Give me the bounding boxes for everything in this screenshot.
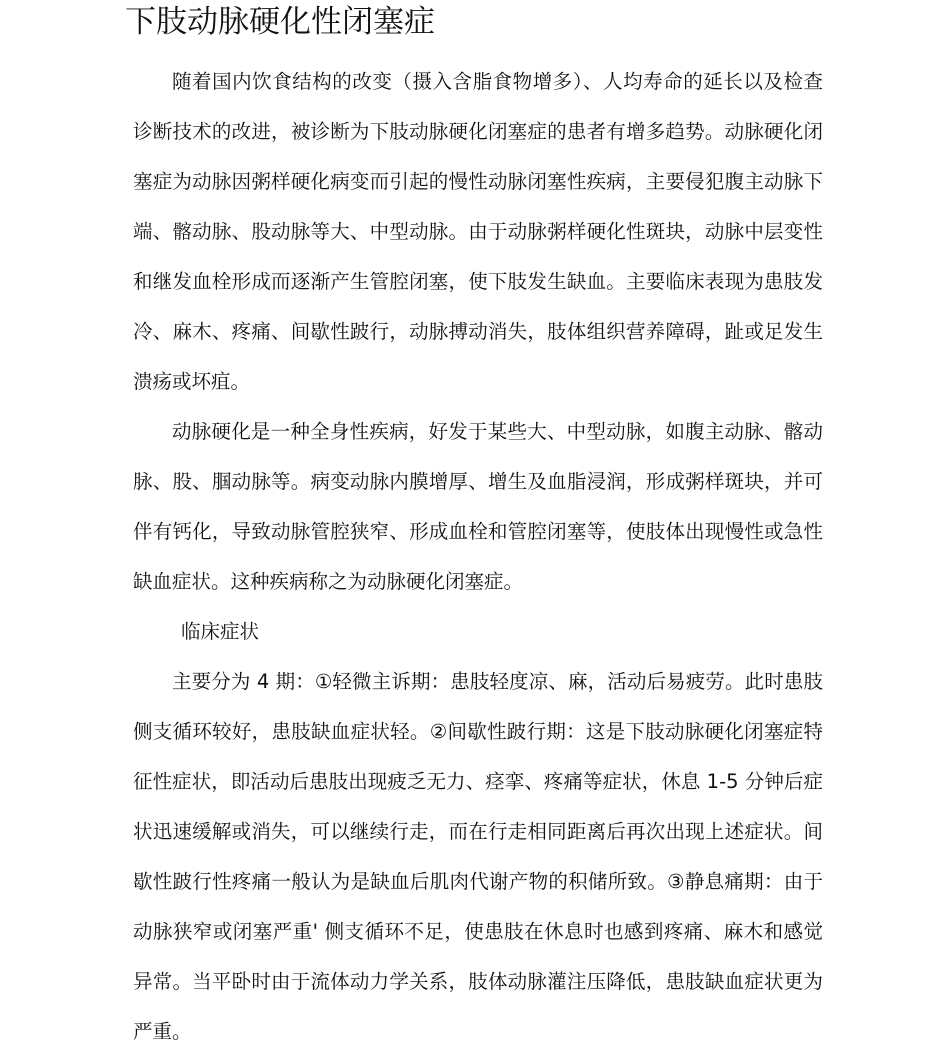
paragraph-intro: 随着国内饮食结构的改变（摄入含脂食物增多）、人均寿命的延长以及检查诊断技术的改进，被诊断为下肢动脉硬化闭塞症的患者有增多趋势。动脉硬化闭塞症为动脉因粥样硬化病变而引起的慢性动脉闭塞性疾病，主要侵犯腹主动脉下端、髂动脉、股动脉等大、中型动脉。由于动脉粥样硬化性斑块，动脉中层变性和继发血栓形成而逐渐产生管腔闭塞，使下肢发生缺血。主要临床表现为患肢发冷、麻木、疼痛、间歇性跛行，动脉搏动消失，肢体组织营养障碍，趾或足发生溃疡或坏疽。 <box>133 70 823 393</box>
paragraph-atherosclerosis: 动脉硬化是一种全身性疾病，好发于某些大、中型动脉，如腹主动脉、髂动脉、股、腘动脉等。病变动脉内膜增厚、增生及血脂浸润，形成粥样斑块，并可伴有钙化，导致动脉管腔狭窄、形成血栓和管腔闭塞等，使肢体出现慢性或急性缺血症状。这种疾病称之为动脉硬化闭塞症。 <box>133 420 823 593</box>
section-heading-clinical-symptoms: 临床症状 <box>181 620 260 643</box>
paragraph-symptom-stages: 主要分为 4 期：①轻微主诉期：患肢轻度凉、麻，活动后易疲劳。此时患肢侧支循环较好，患肢缺血症状轻。②间歇性跛行期：这是下肢动脉硬化闭塞症特征性症状，即活动后患肢出现疲乏无力、痉挛、疼痛等症状，休息 1-5 分钟后症状迅速缓解或消失，可以继续行走，而在行走相同距离后再次出现上述症状。间歇性跛行性疼痛一般认为是缺血后肌肉代谢产物的积储所致。③静息痛期：由于动脉狭窄或闭塞严重' 侧支循环不足，使患肢在休息时也感到疼痛、麻木和感觉异常。当平卧时由于流体动力学关系，肢体动脉灌注压降低，患肢缺血症状更为严重。 <box>133 670 823 1043</box>
document-title: 下肢动脉硬化性闭塞症 <box>125 4 435 40</box>
